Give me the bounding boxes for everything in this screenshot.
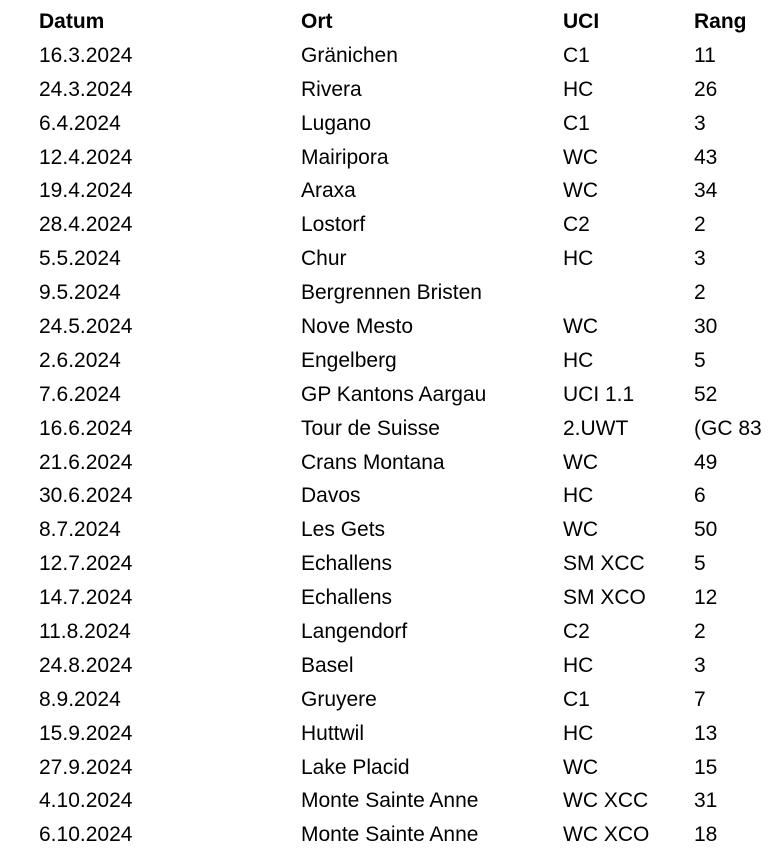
cell-uci: C1 <box>563 111 590 135</box>
table-row <box>0 784 768 818</box>
cell-ort: Basel <box>301 653 354 677</box>
table-row <box>0 581 768 615</box>
cell-datum: 6.4.2024 <box>39 111 121 135</box>
cell-datum: 24.5.2024 <box>39 315 133 339</box>
cell-rang: 5 <box>694 348 706 372</box>
table-row <box>0 310 768 344</box>
cell-uci: HC <box>563 348 594 372</box>
cell-ort: Gruyere <box>301 687 377 711</box>
cell-ort: Tour de Suisse <box>301 416 440 440</box>
cell-datum: 14.7.2024 <box>39 586 133 610</box>
cell-datum: 27.9.2024 <box>39 755 133 779</box>
cell-uci: HC <box>563 484 594 508</box>
cell-uci: WC <box>563 145 598 169</box>
cell-uci: C1 <box>563 43 590 67</box>
cell-ort: Bergrennen Bristen <box>301 281 482 305</box>
table-row <box>0 174 768 208</box>
cell-rang: 31 <box>694 789 718 813</box>
cell-rang: 34 <box>694 179 718 203</box>
cell-uci: WC <box>563 315 598 339</box>
cell-rang: 3 <box>694 247 706 271</box>
cell-rang: 3 <box>694 653 706 677</box>
table-row <box>0 751 768 785</box>
cell-uci: C2 <box>563 213 590 237</box>
header-rang: Rang <box>694 10 747 33</box>
cell-ort: Monte Sainte Anne <box>301 789 479 813</box>
table-body <box>0 39 768 852</box>
cell-rang: 50 <box>694 518 718 542</box>
cell-datum: 9.5.2024 <box>39 281 121 305</box>
cell-ort: Lostorf <box>301 213 366 237</box>
table-row <box>0 649 768 683</box>
cell-datum: 21.6.2024 <box>39 450 133 474</box>
cell-uci: SM XCO <box>563 586 646 610</box>
cell-ort: Lake Placid <box>301 755 410 779</box>
cell-rang: 5 <box>694 552 706 576</box>
cell-uci: WC XCO <box>563 823 650 847</box>
cell-datum: 5.5.2024 <box>39 247 121 271</box>
cell-ort: Echallens <box>301 552 393 576</box>
cell-rang: 26 <box>694 77 718 101</box>
cell-datum: 7.6.2024 <box>39 382 121 406</box>
cell-ort: Langendorf <box>301 620 408 644</box>
cell-rang: 49 <box>694 450 718 474</box>
table-row <box>0 378 768 412</box>
cell-rang: 18 <box>694 823 718 847</box>
cell-rang: 43 <box>694 145 718 169</box>
cell-datum: 11.8.2024 <box>39 620 131 644</box>
cell-uci: SM XCC <box>563 552 645 576</box>
header-ort: Ort <box>301 10 333 33</box>
cell-datum: 16.3.2024 <box>39 43 133 67</box>
cell-ort: Les Gets <box>301 518 386 542</box>
table-row <box>0 242 768 276</box>
cell-uci: HC <box>563 77 594 101</box>
table-row <box>0 107 768 141</box>
cell-datum: 15.9.2024 <box>39 721 133 745</box>
cell-rang: 2 <box>694 281 706 305</box>
cell-ort: Gränichen <box>301 43 398 67</box>
cell-rang: 52 <box>694 382 718 406</box>
cell-datum: 8.7.2024 <box>39 518 121 542</box>
cell-datum: 30.6.2024 <box>39 484 133 508</box>
cell-rang: 11 <box>694 43 716 67</box>
cell-uci: WC XCC <box>563 789 649 813</box>
header-uci: UCI <box>563 10 600 33</box>
cell-rang: 15 <box>694 755 718 779</box>
table-row <box>0 513 768 547</box>
cell-uci: WC <box>563 179 598 203</box>
table-row <box>0 208 768 242</box>
cell-ort: Huttwil <box>301 721 365 745</box>
table-row <box>0 717 768 751</box>
cell-datum: 4.10.2024 <box>39 789 133 813</box>
table-row <box>0 412 768 446</box>
cell-uci: HC <box>563 721 594 745</box>
cell-uci: HC <box>563 653 594 677</box>
table-row <box>0 276 768 310</box>
table-row <box>0 818 768 852</box>
cell-rang: (GC 83 <box>694 416 762 440</box>
cell-ort: Mairipora <box>301 145 389 169</box>
cell-ort: Echallens <box>301 586 393 610</box>
table-row <box>0 344 768 378</box>
cell-datum: 28.4.2024 <box>39 213 133 237</box>
cell-datum: 16.6.2024 <box>39 416 133 440</box>
cell-rang: 7 <box>694 687 706 711</box>
cell-rang: 30 <box>694 315 718 339</box>
cell-datum: 6.10.2024 <box>39 823 133 847</box>
cell-datum: 8.9.2024 <box>39 687 121 711</box>
cell-uci: WC <box>563 518 598 542</box>
table-header-row <box>0 5 768 39</box>
cell-ort: Lugano <box>301 111 372 135</box>
cell-ort: Crans Montana <box>301 450 445 474</box>
cell-rang: 6 <box>694 484 706 508</box>
cell-uci: UCI 1.1 <box>563 382 635 406</box>
cell-datum: 24.3.2024 <box>39 77 133 101</box>
cell-ort: Davos <box>301 484 361 508</box>
cell-ort: GP Kantons Aargau <box>301 382 487 406</box>
cell-ort: Monte Sainte Anne <box>301 823 479 847</box>
table-row <box>0 479 768 513</box>
cell-ort: Engelberg <box>301 348 397 372</box>
cell-uci: HC <box>563 247 594 271</box>
table-row <box>0 39 768 73</box>
cell-datum: 19.4.2024 <box>39 179 133 203</box>
cell-rang: 3 <box>694 111 706 135</box>
cell-ort: Chur <box>301 247 347 271</box>
cell-rang: 12 <box>694 586 718 610</box>
cell-uci: C2 <box>563 620 590 644</box>
cell-rang: 2 <box>694 213 706 237</box>
header-datum: Datum <box>39 10 105 33</box>
cell-uci: WC <box>563 450 598 474</box>
table-row <box>0 446 768 480</box>
cell-datum: 2.6.2024 <box>39 348 121 372</box>
table-row <box>0 141 768 175</box>
cell-datum: 12.7.2024 <box>39 552 133 576</box>
cell-datum: 12.4.2024 <box>39 145 133 169</box>
cell-ort: Rivera <box>301 77 362 101</box>
table-row <box>0 683 768 717</box>
cell-uci: WC <box>563 755 598 779</box>
cell-uci: C1 <box>563 687 590 711</box>
cell-ort: Nove Mesto <box>301 315 414 339</box>
cell-ort: Araxa <box>301 179 356 203</box>
cell-rang: 13 <box>694 721 718 745</box>
table-row <box>0 547 768 581</box>
table-row <box>0 615 768 649</box>
cell-uci: 2.UWT <box>563 416 629 440</box>
cell-datum: 24.8.2024 <box>39 653 133 677</box>
cell-rang: 2 <box>694 620 706 644</box>
results-table <box>0 5 768 852</box>
table-row <box>0 73 768 107</box>
